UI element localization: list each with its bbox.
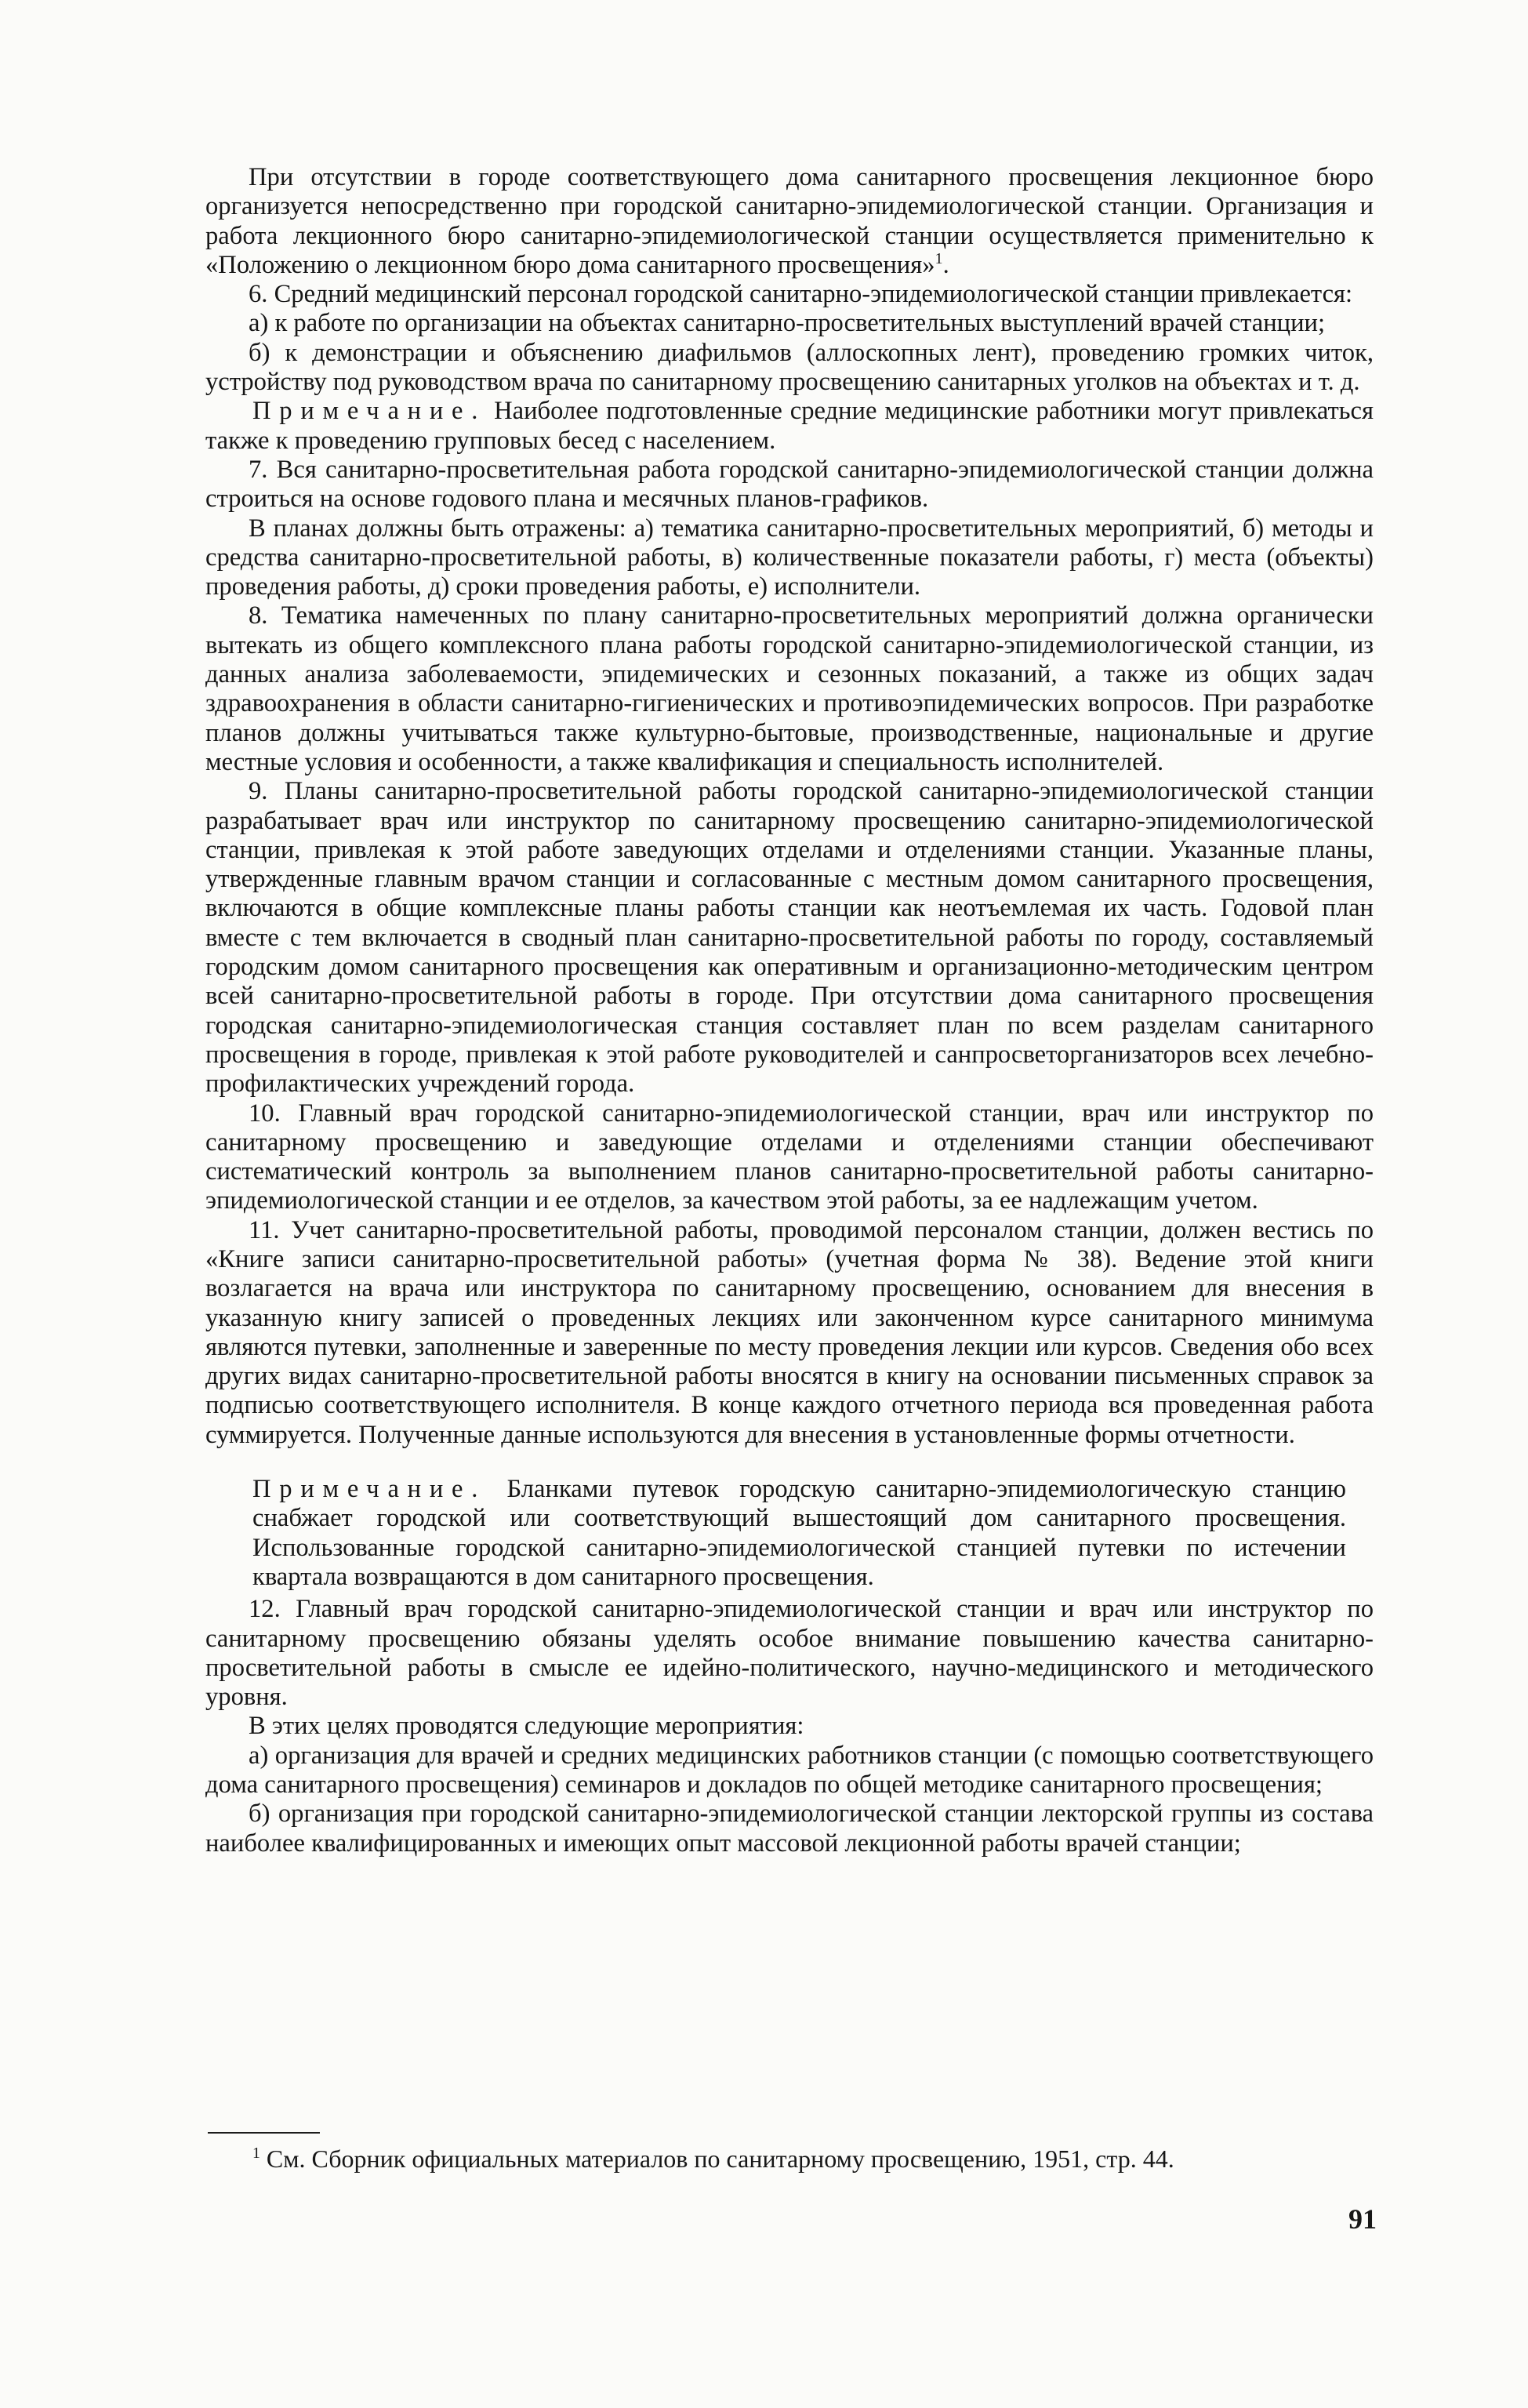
note (205, 1475, 1374, 1592)
subitem-a: а) к работе по организации на объектах санитарно-просветительных выступлений врачей станции; (249, 309, 1326, 338)
footnote-text: См. Сборник официальных материалов по санитарному просвещению, 1951, стр. 44. (260, 2145, 1174, 2173)
paragraph-item-6: 6. Средний медицинский персонал городской санитарно-эпидемиологической станции привлекается: (249, 280, 1353, 309)
paragraph-item-9: 9. Планы санитарно-просветительной работы городской санитарно-эпидемиологической станции разрабатывает врач или инструктор по санитарному просвещению санитарно-эпидемиологической станции, привлекая к этой работе заведующих отделами и отделениями станции. Указанные планы, утвержденные главным врачом станции и согласованные с местным домом санитарного просвещения, включаются в общие комплексные планы работы станции как неотъемлемая их часть. Годовой план вместе с тем включается в сводный план санитарно-просветительной работы по городу, составляемый городским домом санитарного просвещения как оперативным и организационно-методическим центром всей санитарно-просветительной работы в городе. При отсутствии дома санитарного просвещения городская санитарно-эпидемиологическая станция составляет план по всем разделам санитарного просвещения в городе, привлекая к этой работе руководителей и санпросветорганизаторов всех лечебно-профилактических учреждений города. (205, 777, 1374, 1099)
paragraph-item-12: 12. Главный врач городской санитарно-эпидемиологической станции и врач или инструктор по санитарному просвещению обязаны уделять особое внимание повышению качества санитарно-просветительной работы в смысле ее идейно-политического, научно-медицинского и методического уровня. (205, 1595, 1374, 1712)
paragraph-end: . (942, 250, 949, 279)
note-label: Примечание. (252, 397, 487, 426)
paragraph-item-7: 7. Вся санитарно-просветительная работа городской санитарно-эпидемиологической станции должна строиться на основе годового плана и месячных планов-графиков. (205, 455, 1374, 514)
note-label: Примечание. (252, 1475, 487, 1504)
footnote-mark: 1 (252, 2145, 260, 2163)
page-number: 91 (1348, 2203, 1377, 2235)
note (205, 397, 1374, 456)
footnote-reference: 1 (935, 249, 943, 267)
subitem-b: б) организация при городской санитарно-эпидемиологической станции лекторской группы из состава наиболее квалифицированных и имеющих опыт массовой лекционной работы врачей станции; (205, 1800, 1374, 1858)
paragraph: В этих целях проводятся следующие мероприятия: (249, 1712, 804, 1741)
paragraph-text: При отсутствии в городе соответствующего дома санитарного просвещения лекционное бюро организуется непосредственно при городской санитарно-эпидемиологической станции. Организация и работа лекционного бюро санитарно-эпидемиологической станции осуществляется применительно к «Положению о лекционном бюро дома санитарного просвещения» (205, 163, 1374, 279)
paragraph: В планах должны быть отражены: а) тематика санитарно-просветительных мероприятий, б) методы и средства санитарно-просветительной работы, в) количественные показатели работы, г) места (объекты) проведения работы, д) сроки проведения работы, е) исполнители. (205, 514, 1374, 601)
footnote (252, 2144, 1381, 2174)
note-text: Наиболее подготовленные средние медицинские работники могут привлекаться также к проведению групповых бесед с населением. (205, 397, 1374, 455)
subitem-b: б) к демонстрации и объяснению диафильмов (аллоскопных лент), проведению громких читок, устройству под руководством врача по санитарному просвещению санитарных уголков на объектах и т. д. (205, 338, 1374, 397)
paragraph-item-11: 11. Учет санитарно-просветительной работы, проводимой персоналом станции, должен вестись по «Книге записи санитарно-просветительной работы» (учетная форма № 38). Ведение этой книги возлагается на врача или инструктора по санитарному просвещению, основанием для внесения в указанную книгу записей о проведенных лекциях или законченном курсе санитарного минимума являются путевки, заполненные и заверенные по месту проведения лекции или курсов. Сведения обо всех других видах санитарно-просветительной работы вносятся в книгу на основании письменных справок за подписью соответствующего исполнителя. В конце каждого отчетного периода вся проведенная работа суммируется. Полученные данные используются для внесения в установленные формы отчетности. (205, 1215, 1374, 1449)
paragraph-item-10: 10. Главный врач городской санитарно-эпидемиологической станции, врач или инструктор по санитарному просвещению и заведующие отделами и отделениями станции обеспечивают систематический контроль за выполнением планов санитарно-просветительной работы санитарно-эпидемиологической станции и ее отделов, за качеством этой работы, за ее надлежащим учетом. (205, 1099, 1374, 1215)
footnote-divider (208, 2132, 320, 2134)
paragraph (205, 163, 1374, 280)
note-text: Бланками путевок городскую санитарно-эпидемиологическую станцию снабжает городской или соответствующий вышестоящий дом санитарного просвещения. Использованные городской санитарно-эпидемиологической станцией путевки по истечении квартала возвращаются в дом санитарного просвещения. (252, 1475, 1346, 1591)
main-text (205, 163, 1374, 1858)
subitem-a: а) организация для врачей и средних медицинских работников станции (с помощью соответствующего дома санитарного просвещения) семинаров и докладов по общей методике санитарного просвещения; (205, 1741, 1374, 1800)
paragraph-item-8: 8. Тематика намеченных по плану санитарно-просветительных мероприятий должна органически вытекать из общего комплексного плана работы городской санитарно-эпидемиологической станции, из данных анализа заболеваемости, эпидемических и сезонных показаний, а также из общих задач здравоохранения в области санитарно-гигиенических и противоэпидемических вопросов. При разработке планов должны учитываться также культурно-бытовые, производственные, национальные и другие местные условия и особенности, а также квалификация и специальность исполнителей. (205, 601, 1374, 776)
